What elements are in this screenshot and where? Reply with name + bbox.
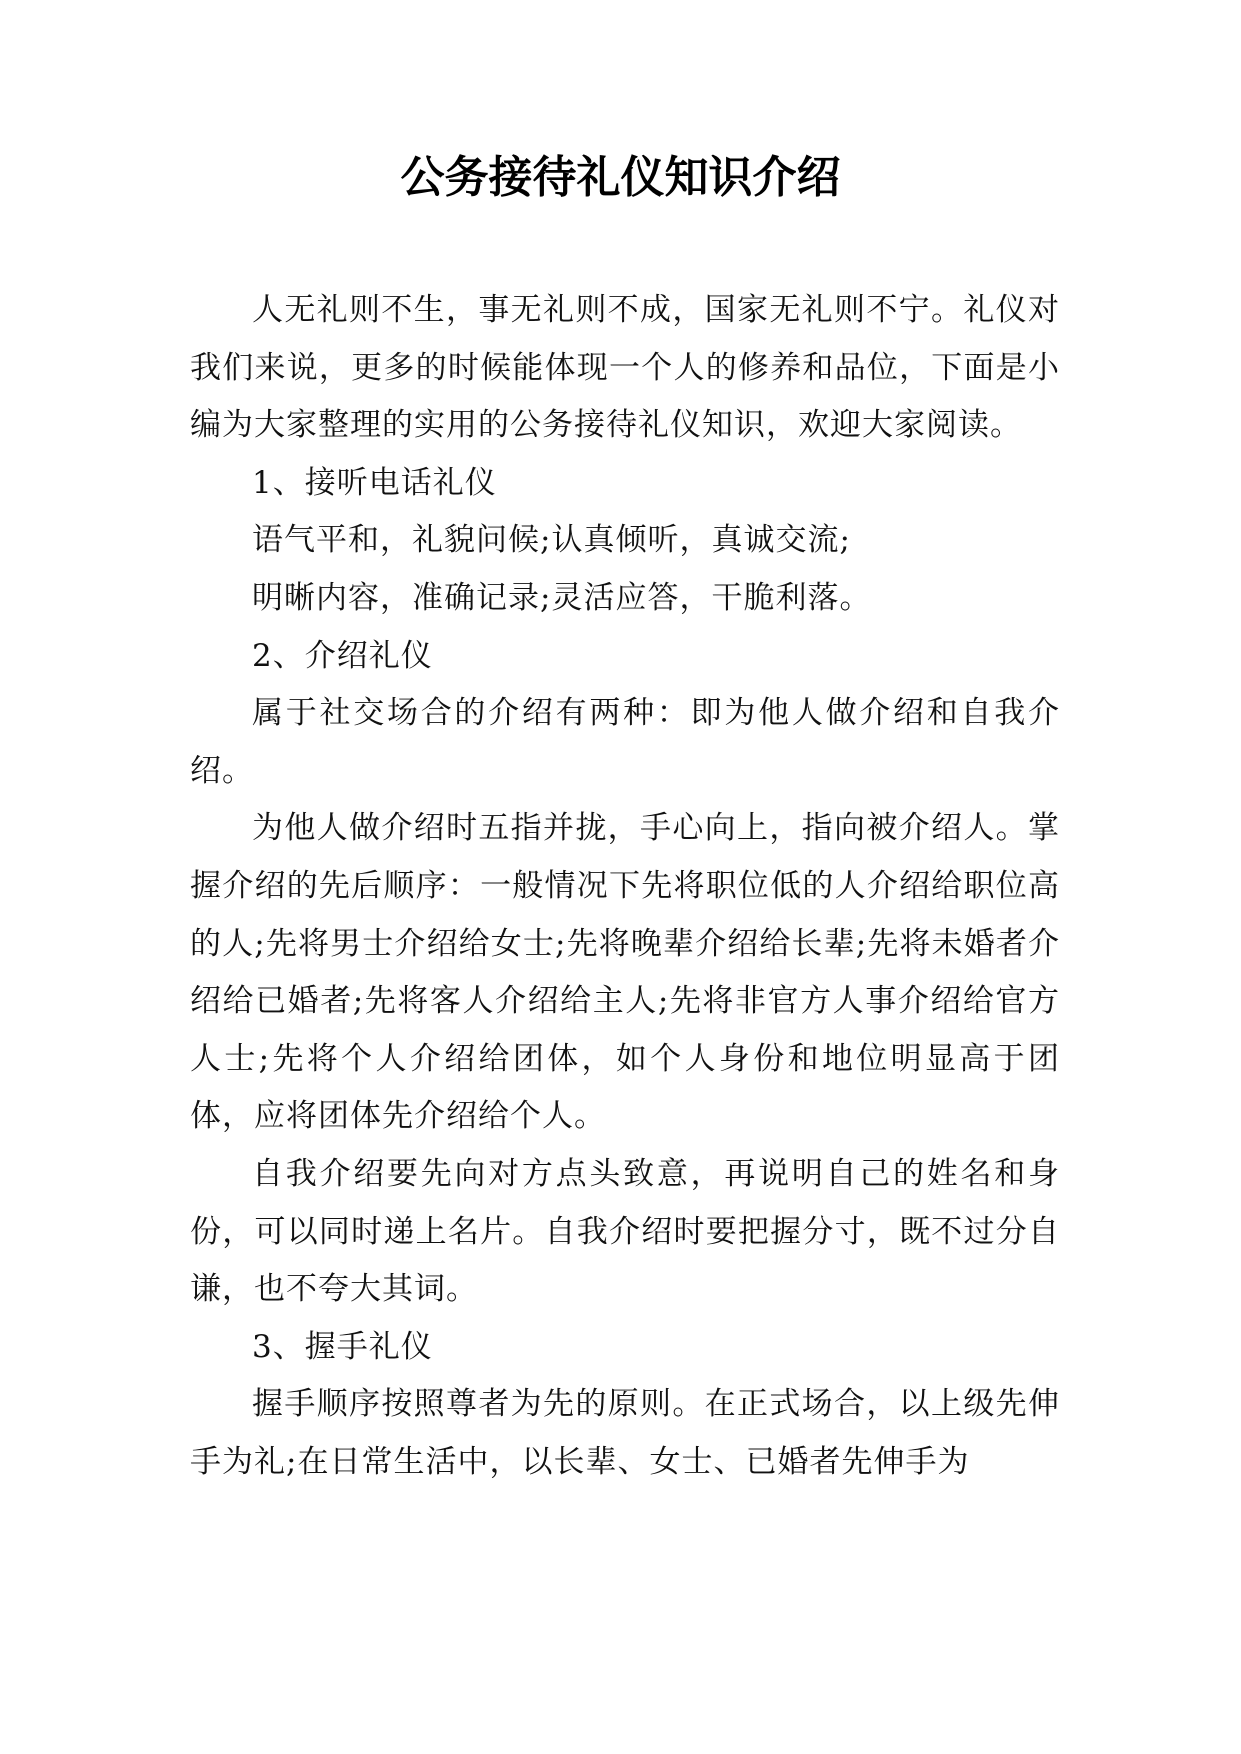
handshake-paragraph: 握手顺序按照尊者为先的原则。在正式场合，以上级先伸手为礼;在日常生活中，以长辈、女士、已婚者先伸手为 [190, 1386, 1060, 1480]
section-heading-phone: 1、接听电话礼仪 [252, 464, 497, 501]
document-body [190, 282, 1060, 1491]
section-heading-introduction: 2、介绍礼仪 [252, 637, 433, 674]
phone-paragraph: 语气平和，礼貌问候;认真倾听，真诚交流; [252, 522, 851, 559]
phone-paragraph: 明晰内容，准确记录;灵活应答，干脆利落。 [252, 579, 872, 616]
introduction-paragraph: 为他人做介绍时五指并拢，手心向上，指向被介绍人。掌握介绍的先后顺序：一般情况下先将职位低的人介绍给职位高的人;先将男士介绍给女士;先将晚辈介绍给长辈;先将未婚者介绍给已婚者;先将客人介绍给主人;先将非官方人事介绍给官方人士;先将个人介绍给团体，如个人身份和地位明显高于团体，应将团体先介绍给个人。 [190, 810, 1060, 1135]
section-heading-handshake: 3、握手礼仪 [252, 1328, 433, 1365]
intro-paragraph: 人无礼则不生，事无礼则不成，国家无礼则不宁。礼仪对我们来说，更多的时候能体现一个人的修养和品位，下面是小编为大家整理的实用的公务接待礼仪知识，欢迎大家阅读。 [190, 292, 1060, 444]
introduction-paragraph: 自我介绍要先向对方点头致意，再说明自己的姓名和身份，可以同时递上名片。自我介绍时要把握分寸，既不过分自谦，也不夸大其词。 [190, 1155, 1060, 1308]
document-title: 公务接待礼仪知识介绍 [400, 152, 841, 203]
introduction-paragraph: 属于社交场合的介绍有两种：即为他人做介绍和自我介绍。 [190, 695, 1060, 789]
